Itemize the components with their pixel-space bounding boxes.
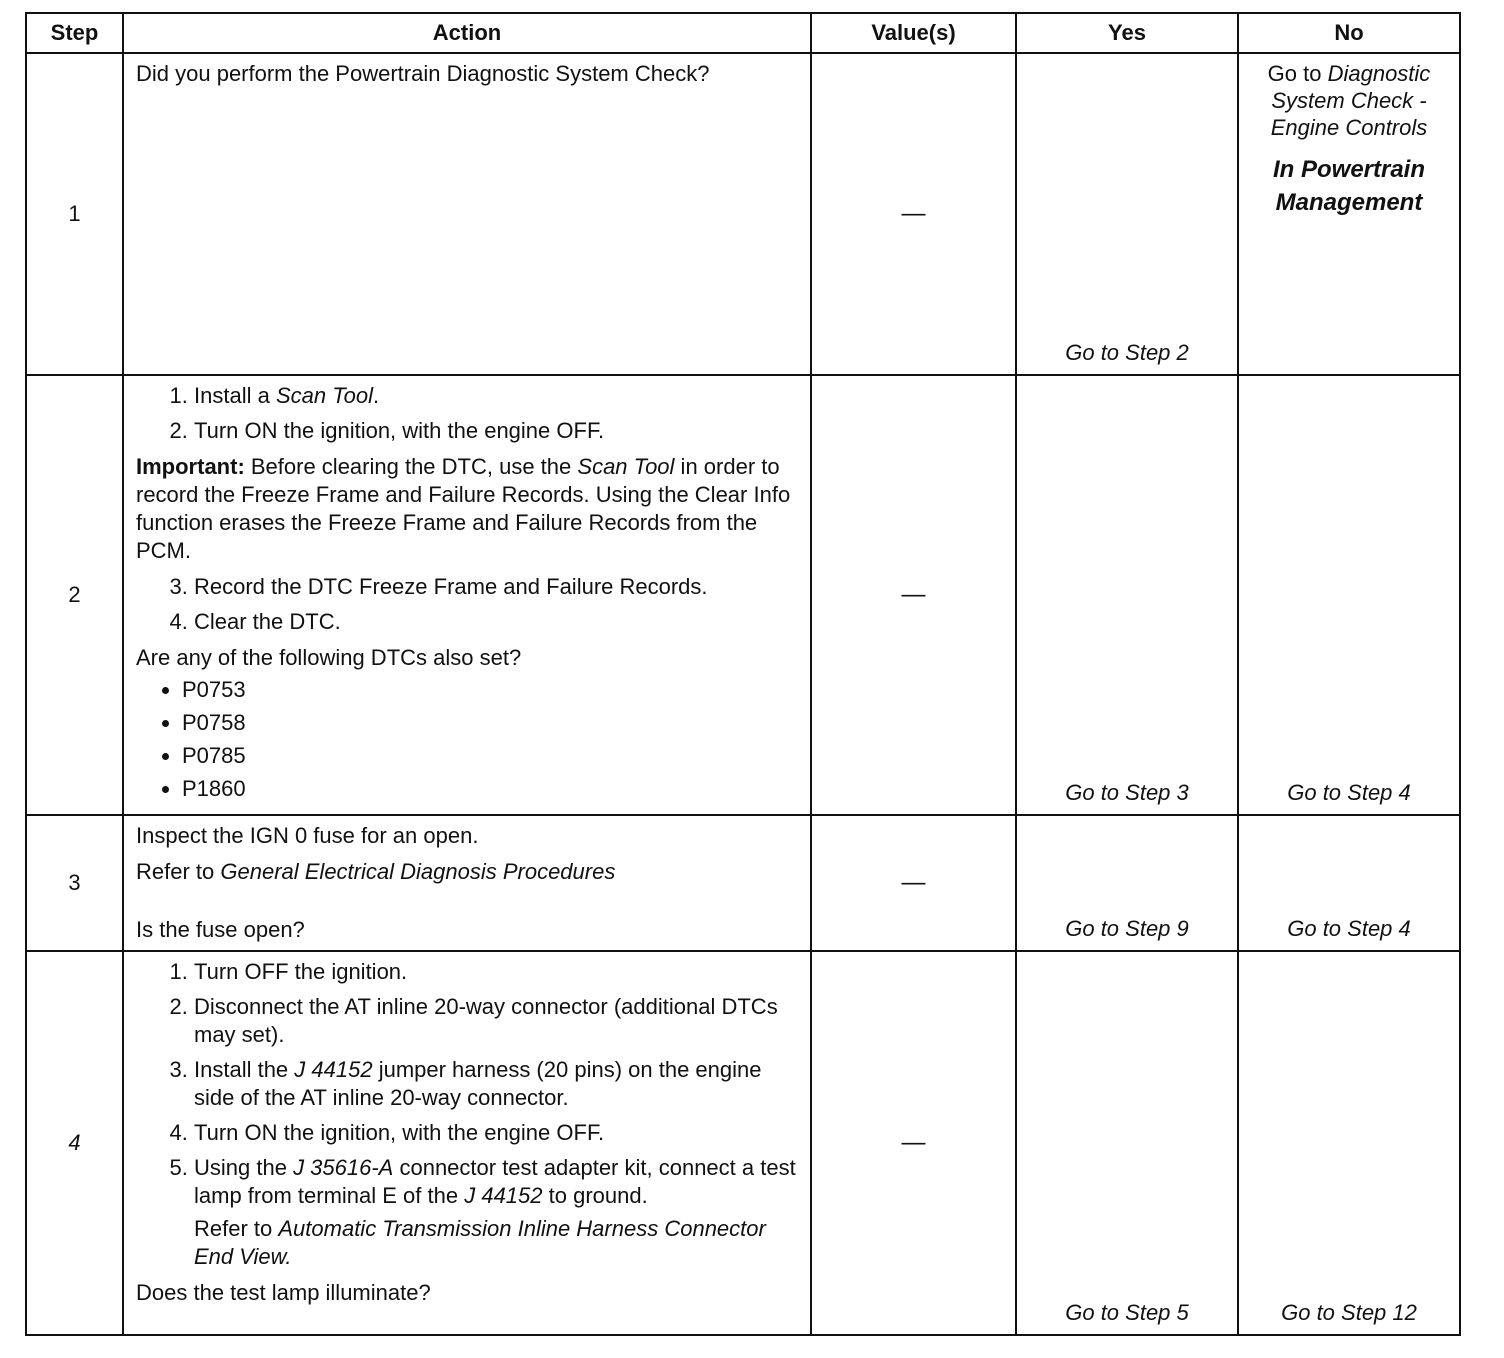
no-cell <box>1238 53 1460 375</box>
table-row <box>26 53 1460 375</box>
action-question: Are any of the following DTCs also set? <box>136 645 522 670</box>
no-link[interactable]: Diagnostic System Check - Engine Controls <box>1270 61 1431 140</box>
yes-goto[interactable]: Go to Step 9 <box>1065 916 1189 941</box>
action-step: 3. Install the J 44152 jumper harness (20 pins) on the engine side of the AT inline 20-way connector. <box>194 1056 802 1112</box>
dtc-item: • P0785 <box>182 742 802 770</box>
yes-cell <box>1016 375 1238 815</box>
dtc-item: • P1860 <box>182 775 802 803</box>
action-step: 1. Install a Scan Tool. <box>194 382 802 410</box>
header-yes: Yes <box>1016 13 1238 53</box>
no-location: In Powertrain Management <box>1272 156 1426 216</box>
yes-goto[interactable]: Go to Step 5 <box>1065 1300 1189 1325</box>
action-question: Is the fuse open? <box>136 917 305 942</box>
yes-cell <box>1016 53 1238 375</box>
action-cell <box>123 815 811 951</box>
action-reference: Refer to General Electrical Diagnosis Procedures <box>136 859 616 884</box>
header-row <box>26 13 1460 53</box>
action-question: Did you perform the Powertrain Diagnostic System Check? <box>136 61 710 86</box>
important-note: Important: Before clearing the DTC, use the Scan Tool in order to record the Freeze Frame and Failure Records. Using the Clear Info function erases the Freeze Frame and Failure Records from the PCM. <box>136 454 791 563</box>
action-step: 4. Turn ON the ignition, with the engine OFF. <box>194 1119 802 1147</box>
no-cell <box>1238 815 1460 951</box>
action-reference: Refer to Automatic Transmission Inline Harness Connector End View. <box>194 1216 766 1269</box>
no-goto[interactable]: Go to Step 4 <box>1287 780 1411 805</box>
action-steps <box>136 958 802 1210</box>
no-goto[interactable]: Go to Step 12 <box>1281 1300 1417 1325</box>
table-row <box>26 951 1460 1335</box>
action-cell <box>123 951 811 1335</box>
no-prefix: Go to <box>1267 61 1328 86</box>
action-step: 2. Disconnect the AT inline 20-way connector (additional DTCs may set). <box>194 993 802 1049</box>
value-cell: — <box>811 815 1016 951</box>
value-cell: — <box>811 375 1016 815</box>
no-cell <box>1238 951 1460 1335</box>
action-steps <box>136 382 802 445</box>
action-step: 2. Turn ON the ignition, with the engine OFF. <box>194 417 802 445</box>
value-cell: — <box>811 53 1016 375</box>
action-steps <box>136 573 802 636</box>
action-line: Inspect the IGN 0 fuse for an open. <box>136 823 479 848</box>
header-no: No <box>1238 13 1460 53</box>
action-cell <box>123 375 811 815</box>
table-row <box>26 375 1460 815</box>
header-action: Action <box>123 13 811 53</box>
header-step: Step <box>26 13 123 53</box>
action-step: 1. Turn OFF the ignition. <box>194 958 802 986</box>
header-values: Value(s) <box>811 13 1016 53</box>
action-step: 3. Record the DTC Freeze Frame and Failure Records. <box>194 573 802 601</box>
action-step: 4. Clear the DTC. <box>194 608 802 636</box>
action-cell <box>123 53 811 375</box>
dtc-item: • P0758 <box>182 709 802 737</box>
diagnostic-table <box>25 12 1461 1336</box>
step-number: 4 <box>26 951 123 1335</box>
dtc-list <box>136 676 802 803</box>
value-cell: — <box>811 951 1016 1335</box>
action-question: Does the test lamp illuminate? <box>136 1280 431 1305</box>
no-goto[interactable]: Go to Step 4 <box>1287 916 1411 941</box>
yes-cell <box>1016 951 1238 1335</box>
step-number: 1 <box>26 53 123 375</box>
table-row <box>26 815 1460 951</box>
yes-goto[interactable]: Go to Step 2 <box>1065 340 1189 365</box>
dtc-item: • P0753 <box>182 676 802 704</box>
yes-goto[interactable]: Go to Step 3 <box>1065 780 1189 805</box>
step-number: 3 <box>26 815 123 951</box>
action-step: 5. Using the J 35616-A connector test adapter kit, connect a test lamp from terminal E of the J 44152 to ground. <box>194 1154 802 1210</box>
step-number: 2 <box>26 375 123 815</box>
yes-cell <box>1016 815 1238 951</box>
no-cell <box>1238 375 1460 815</box>
